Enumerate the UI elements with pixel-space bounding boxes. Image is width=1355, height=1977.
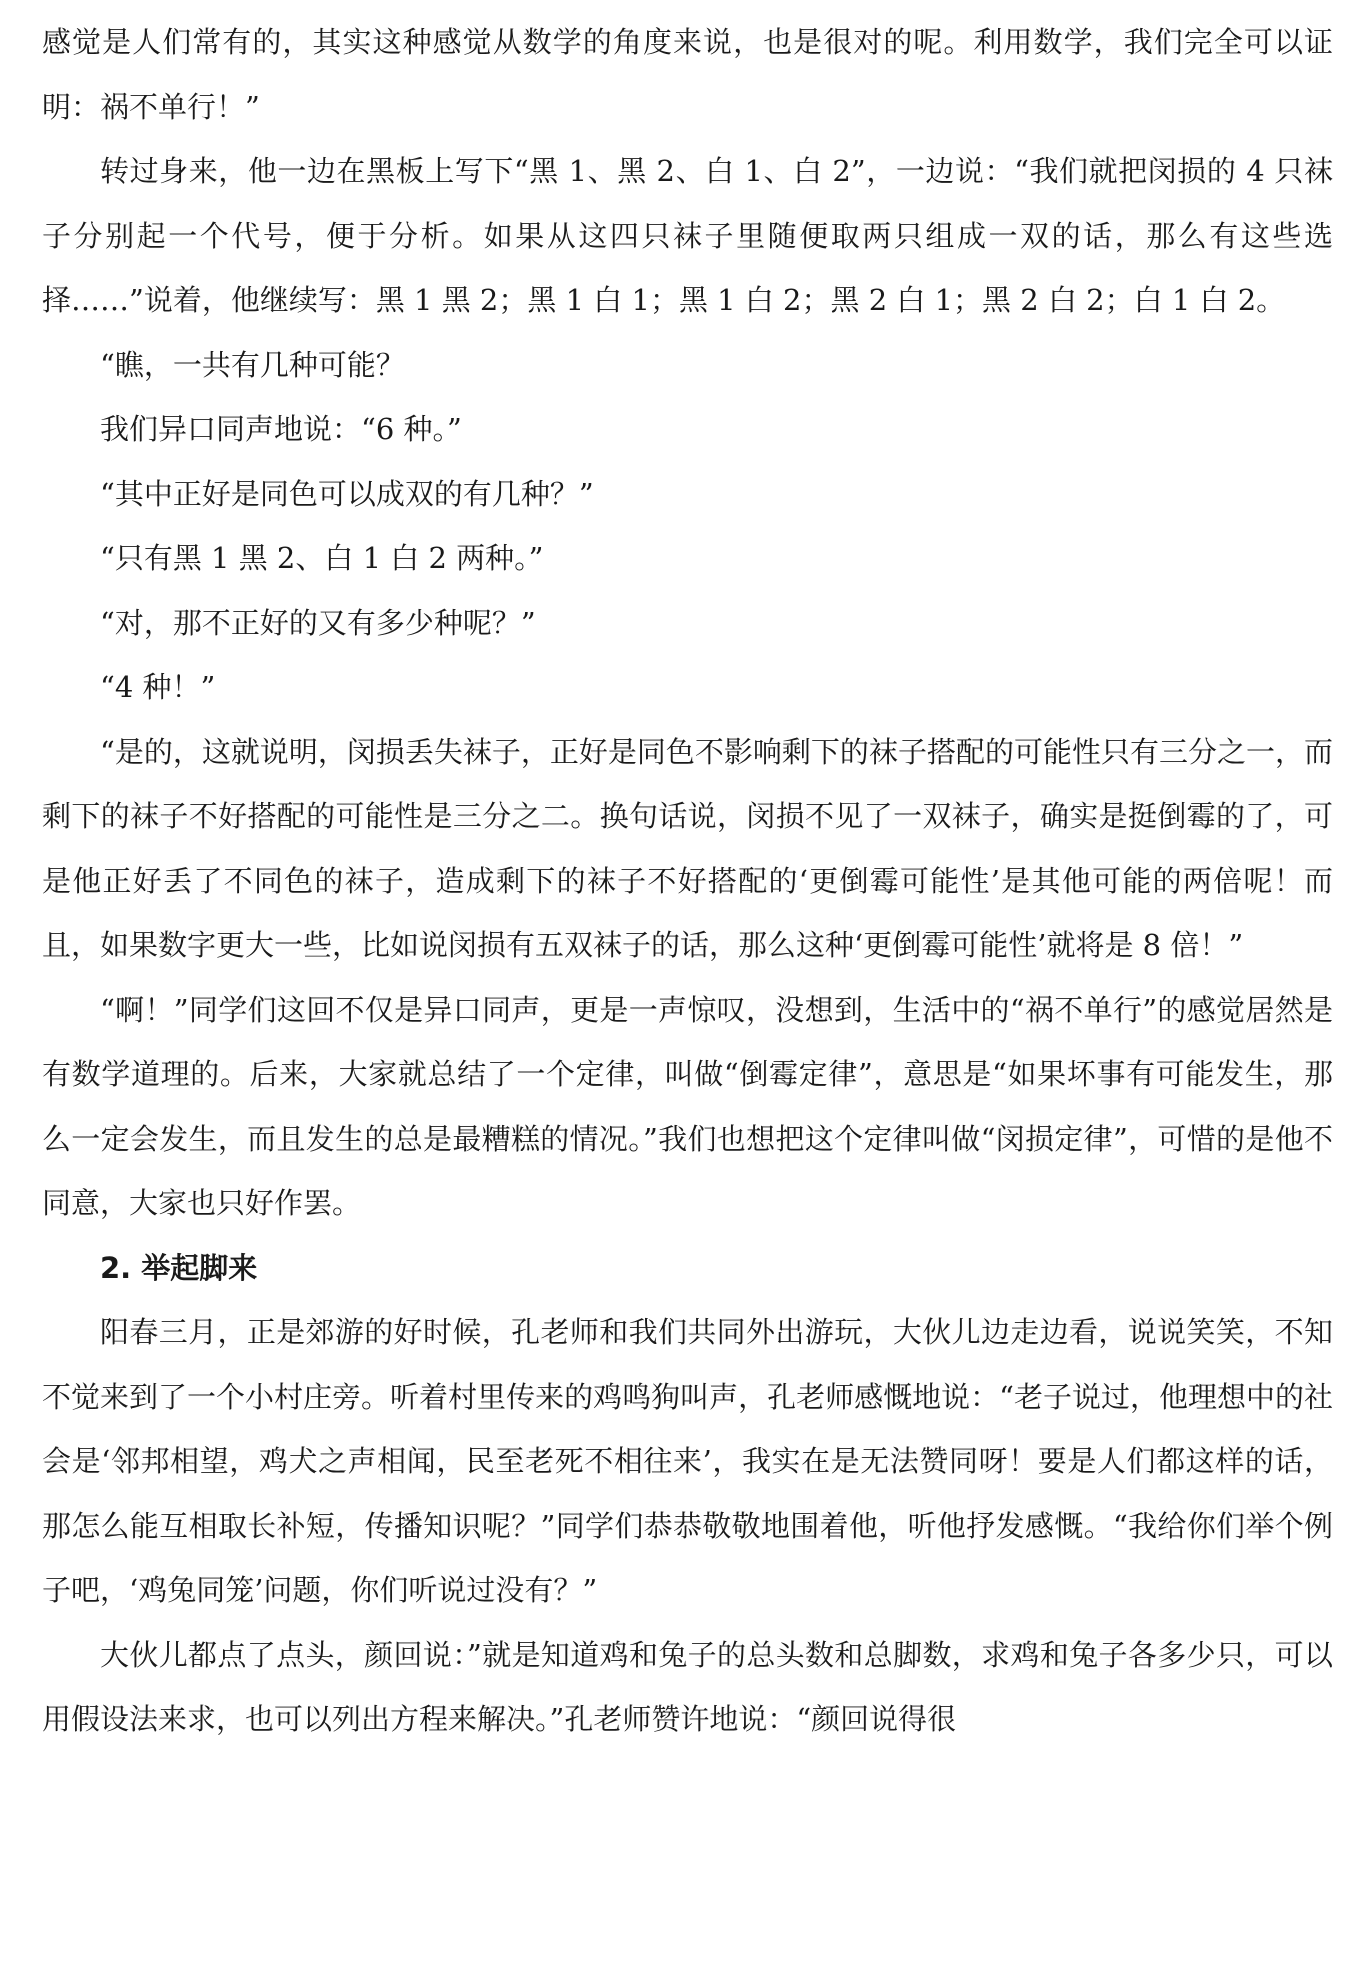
paragraph-explanation: “是的，这就说明，闵损丢失袜子，正好是同色不影响剩下的袜子搭配的可能性只有三分之一，而剩下的袜子不好搭配的可能性是三分之二。换句话说，闵损不见了一双袜子，确实是挺倒霉的了，可是他正好丢了不同色的袜子，造成剩下的袜子不好搭配的‘更倒霉可能性’是其他可能的两倍呢！而且，如果数字更大一些，比如说闵损有五双袜子的话，那么这种‘更倒霉可能性’就将是 8 倍！” bbox=[42, 734, 1333, 962]
paragraph-dialogue: “4 种！” bbox=[100, 670, 216, 704]
paragraph-outing: 阳春三月，正是郊游的好时候，孔老师和我们共同外出游玩，大伙儿边走边看，说说笑笑，不知不觉来到了一个小村庄旁。听着村里传来的鸡鸣狗叫声，孔老师感慨地说：“老子说过，他理想中的社会是‘邻邦相望，鸡犬之声相闻，民至老死不相往来’，我实在是无法赞同呀！要是人们都这样的话，那怎么能互相取长补短，传播知识呢？”同学们恭恭敬敬地围着他，听他抒发感慨。“我给你们举个例子吧，‘鸡兔同笼’问题，你们听说过没有？” bbox=[42, 1315, 1333, 1607]
paragraph-yan-hui: 大伙儿都点了点头，颜回说：”就是知道鸡和兔子的总头数和总脚数，求鸡和兔子各多少只，可以用假设法来求，也可以列出方程来解决。”孔老师赞许地说：“颜回说得很 bbox=[42, 1637, 1333, 1736]
paragraph-blackboard: 转过身来，他一边在黑板上写下“黑 1、黑 2、白 1、白 2”，一边说：“我们就把闵损的 4 只袜子分别起一个代号，便于分析。如果从这四只袜子里随便取两只组成一双的话，那么有这些选择……”说着，他继续写：黑 1 黑 2；黑 1 白 1；黑 1 白 2；黑 2 白 1；黑 2 白 2；白 1 白 2。 bbox=[42, 154, 1333, 317]
paragraph-continued: 感觉是人们常有的，其实这种感觉从数学的角度来说，也是很对的呢。利用数学，我们完全可以证明：祸不单行！” bbox=[42, 25, 1333, 124]
paragraph-conclusion: “啊！”同学们这回不仅是异口同声，更是一声惊叹，没想到，生活中的“祸不单行”的感觉居然是有数学道理的。后来，大家就总结了一个定律，叫做“倒霉定律”，意思是“如果坏事有可能发生，那么一定会发生，而且发生的总是最糟糕的情况。”我们也想把这个定律叫做“闵损定律”，可惜的是他不同意，大家也只好作罢。 bbox=[42, 992, 1333, 1220]
paragraph-dialogue: “对，那不正好的又有多少种呢？” bbox=[100, 605, 536, 640]
paragraph-dialogue: “瞧，一共有几种可能？ bbox=[100, 347, 405, 382]
section-heading: 2. 举起脚来 bbox=[100, 1250, 258, 1285]
paragraph-dialogue: “其中正好是同色可以成双的有几种？” bbox=[100, 476, 594, 511]
paragraph-dialogue: “只有黑 1 黑 2、白 1 白 2 两种。” bbox=[100, 541, 544, 575]
paragraph-dialogue: 我们异口同声地说：“6 种。” bbox=[100, 412, 462, 446]
